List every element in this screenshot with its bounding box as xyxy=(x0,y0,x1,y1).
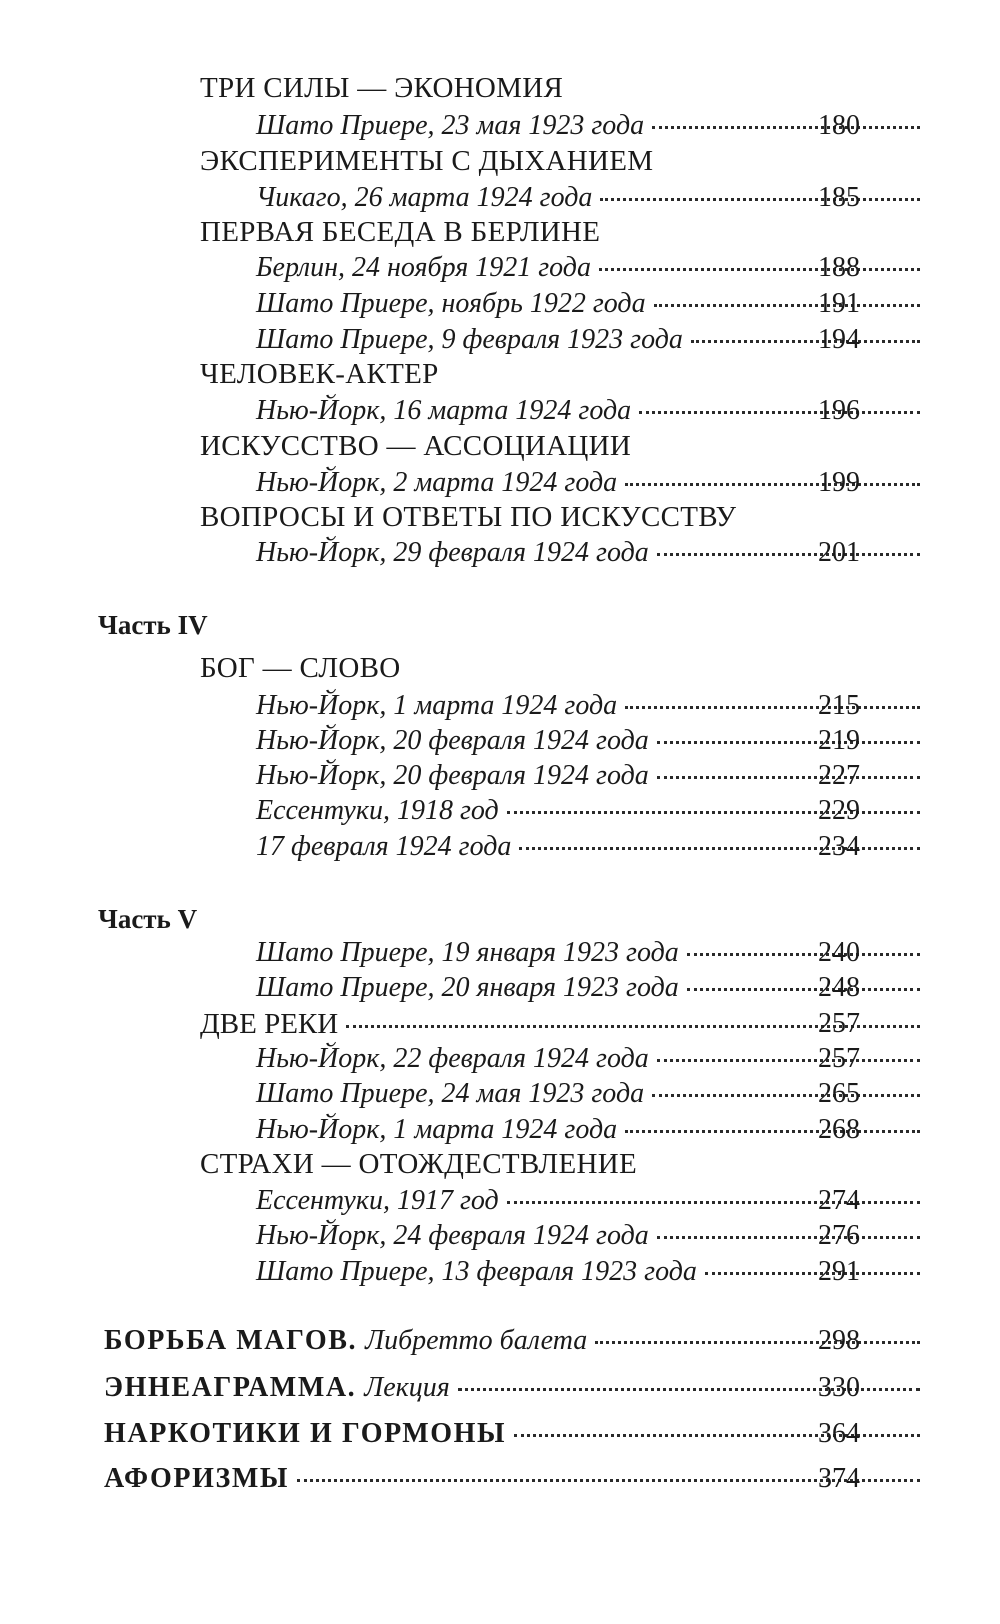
page-number: 257 xyxy=(818,1008,860,1039)
toc-entry[interactable]: 17 февраля 1924 года 234 xyxy=(0,831,930,863)
page-number: 268 xyxy=(818,1114,860,1145)
leader-dots xyxy=(657,776,920,779)
toc-major-entry[interactable]: НАРКОТИКИ И ГОРМОНЫ 364 xyxy=(0,1418,930,1450)
leader-dots xyxy=(687,953,920,956)
page-number: 364 xyxy=(818,1418,860,1449)
toc-entry[interactable]: Нью-Йорк, 2 марта 1924 года 199 xyxy=(0,467,930,499)
leader-dots xyxy=(657,553,920,556)
toc-heading: ПЕРВАЯ БЕСЕДА В БЕРЛИНЕ xyxy=(200,216,601,248)
leader-dots xyxy=(691,340,920,343)
page-number: 227 xyxy=(818,760,860,791)
toc-entry[interactable]: Нью-Йорк, 20 февраля 1924 года 219 xyxy=(0,725,930,757)
toc-heading: ВОПРОСЫ И ОТВЕТЫ ПО ИСКУССТВУ xyxy=(200,501,737,533)
leader-dots xyxy=(657,1236,920,1239)
toc-entry[interactable]: Нью-Йорк, 29 февраля 1924 года 201 xyxy=(0,537,930,569)
leader-dots xyxy=(657,1059,920,1062)
toc-entry[interactable]: Шато Приере, 20 января 1923 года 248 xyxy=(0,972,930,1004)
leader-dots xyxy=(657,741,920,744)
toc-entry[interactable]: ДВЕ РЕКИ 257 xyxy=(0,1008,930,1041)
toc-entry[interactable]: Нью-Йорк, 16 марта 1924 года 196 xyxy=(0,395,930,427)
toc-major-entry[interactable]: АФОРИЗМЫ 374 xyxy=(0,1463,930,1495)
page-number: 276 xyxy=(818,1220,860,1251)
page-number: 185 xyxy=(818,182,860,213)
toc-major-entry[interactable]: БОРЬБА МАГОВ. Либретто балета 298 xyxy=(0,1325,930,1357)
page-number: 298 xyxy=(818,1325,860,1356)
toc-entry[interactable]: Шато Приере, 23 мая 1923 года 180 xyxy=(0,110,930,142)
page-number: 257 xyxy=(818,1043,860,1074)
toc-entry[interactable]: Чикаго, 26 марта 1924 года 185 xyxy=(0,182,930,214)
page-number: 240 xyxy=(818,937,860,968)
toc-entry[interactable]: Ессентуки, 1918 год 229 xyxy=(0,795,930,827)
leader-dots xyxy=(600,198,920,201)
toc-entry[interactable]: Шато Приере, 19 января 1923 года 240 xyxy=(0,937,930,969)
leader-dots xyxy=(625,1130,920,1133)
toc-entry[interactable]: Нью-Йорк, 1 марта 1924 года 268 xyxy=(0,1114,930,1146)
page-number: 248 xyxy=(818,972,860,1003)
toc-entry[interactable]: Ессентуки, 1917 год 274 xyxy=(0,1185,930,1217)
toc-major-entry[interactable]: ЭННЕАГРАММА. Лекция 330 xyxy=(0,1372,930,1404)
page-number: 215 xyxy=(818,690,860,721)
leader-dots xyxy=(652,1094,920,1097)
page-number: 265 xyxy=(818,1078,860,1109)
leader-dots xyxy=(599,268,920,271)
page-number: 191 xyxy=(818,288,860,319)
page-number: 199 xyxy=(818,467,860,498)
page-number: 180 xyxy=(818,110,860,141)
page-number: 196 xyxy=(818,395,860,426)
toc-entry[interactable]: Нью-Йорк, 22 февраля 1924 года 257 xyxy=(0,1043,930,1075)
leader-dots xyxy=(705,1272,920,1275)
page-number: 229 xyxy=(818,795,860,826)
page-number: 374 xyxy=(818,1463,860,1494)
toc-entry[interactable]: Нью-Йорк, 1 марта 1924 года 215 xyxy=(0,690,930,722)
page-number: 330 xyxy=(818,1372,860,1403)
toc-entry[interactable]: Нью-Йорк, 20 февраля 1924 года 227 xyxy=(0,760,930,792)
toc-entry[interactable]: Шато Приере, 24 мая 1923 года 265 xyxy=(0,1078,930,1110)
toc-entry[interactable]: Шато Приере, 9 февраля 1923 года 194 xyxy=(0,324,930,356)
toc-heading: ЧЕЛОВЕК-АКТЕР xyxy=(200,358,439,390)
leader-dots xyxy=(652,126,920,129)
toc-heading: ИСКУССТВО — АССОЦИАЦИИ xyxy=(200,430,632,462)
page-number: 274 xyxy=(818,1185,860,1216)
toc-entry[interactable]: Шато Приере, ноябрь 1922 года 191 xyxy=(0,288,930,320)
leader-dots xyxy=(625,483,920,486)
page-number: 291 xyxy=(818,1256,860,1287)
part-label: Часть IV xyxy=(98,610,208,640)
toc-heading: СТРАХИ — ОТОЖДЕСТВЛЕНИЕ xyxy=(200,1148,637,1180)
leader-dots xyxy=(625,706,920,709)
leader-dots xyxy=(687,988,920,991)
leader-dots xyxy=(639,411,920,414)
toc-entry[interactable]: Берлин, 24 ноября 1921 года 188 xyxy=(0,252,930,284)
part-label: Часть V xyxy=(98,904,198,934)
toc-heading: ЭКСПЕРИМЕНТЫ С ДЫХАНИЕМ xyxy=(200,145,654,177)
page-number: 201 xyxy=(818,537,860,568)
page-number: 188 xyxy=(818,252,860,283)
toc-heading: ТРИ СИЛЫ — ЭКОНОМИЯ xyxy=(200,72,564,104)
leader-dots xyxy=(595,1341,920,1344)
toc-entry[interactable]: Шато Приере, 13 февраля 1923 года 291 xyxy=(0,1256,930,1288)
toc-entry[interactable]: Нью-Йорк, 24 февраля 1924 года 276 xyxy=(0,1220,930,1252)
page-number: 234 xyxy=(818,831,860,862)
leader-dots xyxy=(654,304,920,307)
toc-heading: БОГ — СЛОВО xyxy=(200,652,401,684)
page-number: 194 xyxy=(818,324,860,355)
page-number: 219 xyxy=(818,725,860,756)
